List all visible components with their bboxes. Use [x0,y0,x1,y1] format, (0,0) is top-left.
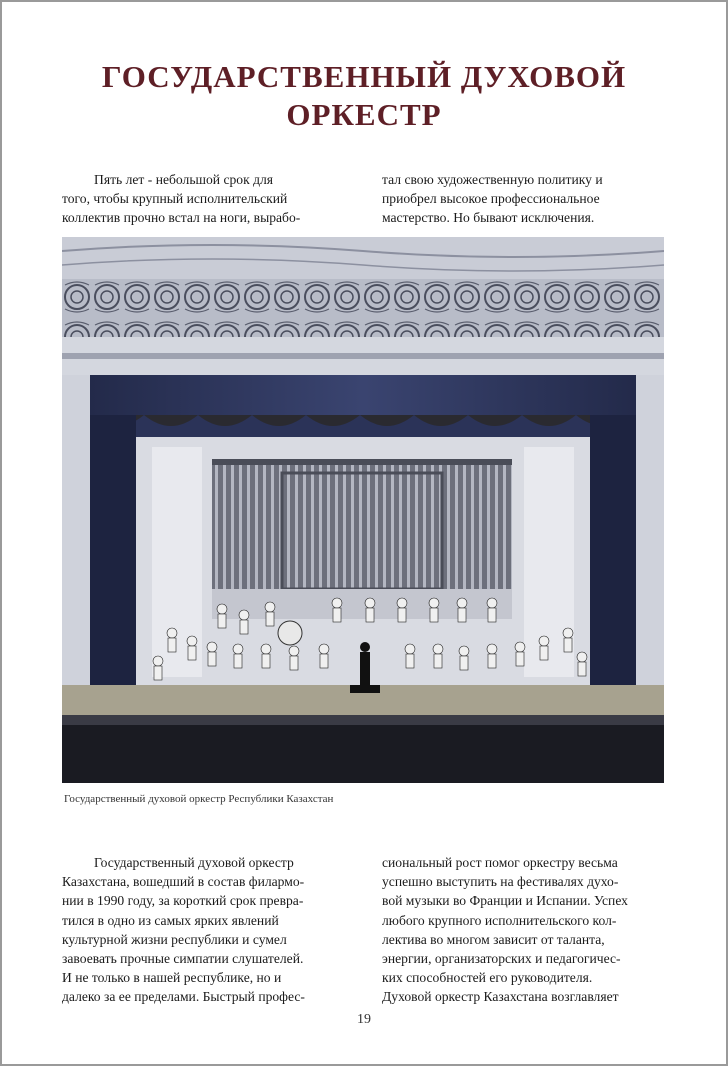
text-line: успешно выступить на фестивалях духо- [382,874,619,890]
text-line: ких способностей его руководителя. [382,970,593,986]
text-line: культурной жизни республики и сумел [62,931,287,947]
text-line: Казахстана, вошедший в состав филармо- [62,874,305,890]
text-line: любого крупного исполнительского кол- [382,912,617,928]
intro-left-column [62,170,334,228]
title-line-2: ОРКЕСТР [286,97,442,132]
text-line: приобрел высокое профессиональное [382,191,600,207]
body-right-column [382,853,660,1007]
text-line: Духовой оркестр Казахстана возглавляет [382,989,619,1005]
text-line: мастерство. Но бывают исключения. [382,210,595,226]
text-line: лектива во многом зависит от таланта, [382,931,605,947]
text-line: сиональный рост помог оркестру весьма [382,855,618,870]
text-line: тился в одно из самых ярких явлений [62,912,279,928]
text-line: того, чтобы крупный исполнительский [62,191,288,207]
text-line: тал свою художественную политику и [382,172,603,187]
photo-caption: Государственный духовой оркестр Республики Казахстан [64,793,334,805]
text-line: Пять лет - небольшой срок для [94,172,274,187]
text-line: завоевать прочные симпатии слушателей. [62,951,304,967]
title-line-1: ГОСУДАРСТВЕННЫЙ ДУХОВОЙ [101,59,627,94]
page-title [2,58,726,134]
orchestra-stage-illustration [62,237,664,783]
page-number: 19 [357,1012,371,1027]
text-line: нии в 1990 году, за короткий срок превра- [62,893,304,909]
text-line: И не только в нашей республике, но и [62,970,282,986]
intro-right-column [382,170,654,228]
text-line: энергии, организаторских и педагогичес- [382,951,621,967]
text-line: Государственный духовой оркестр [94,855,294,870]
body-left-column [62,853,342,1007]
text-line: вой музыки во Франции и Испании. Успех [382,893,628,909]
text-line: коллектив прочно встал на ноги, вырабо- [62,210,301,226]
orchestra-photo [62,237,664,783]
text-line: далеко за ее пределами. Быстрый профес- [62,989,305,1005]
